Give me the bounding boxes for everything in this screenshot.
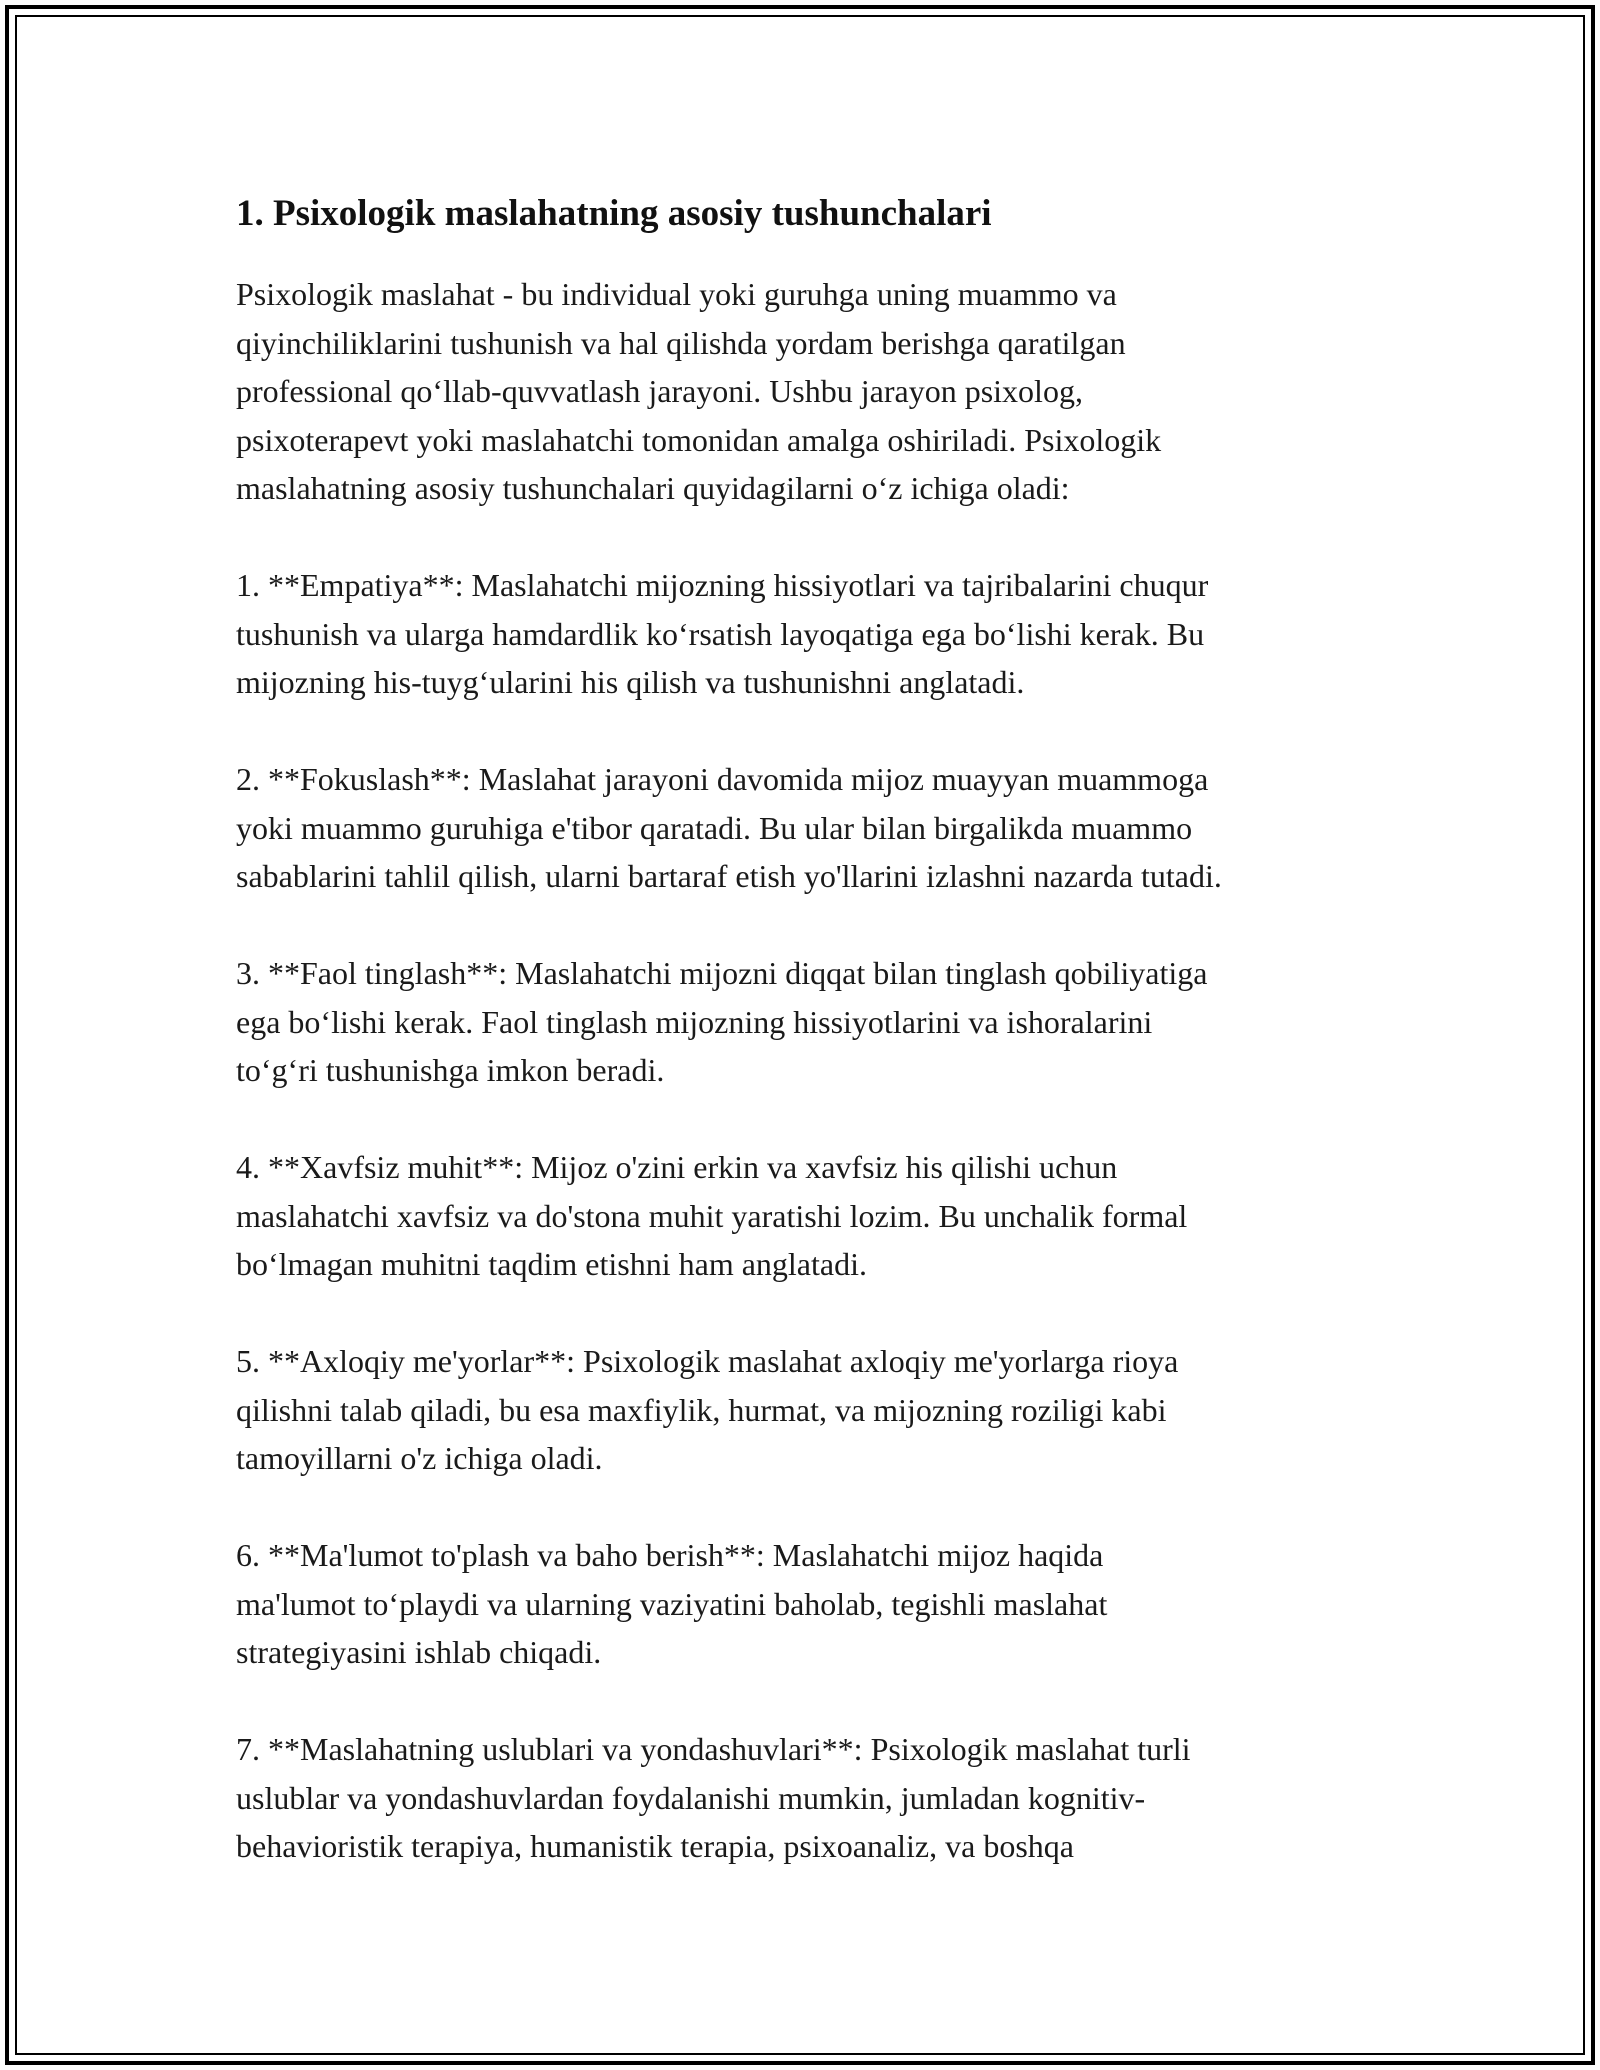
list-item-empatiya <box>236 561 1366 707</box>
text-line: maslahatning asosiy tushunchalari quyidagilarni o‘z ichiga oladi: <box>236 470 1070 506</box>
text-line: 5. **Axloqiy me'yorlar**: Psixologik maslahat axloqiy me'yorlarga rioya <box>236 1343 1179 1379</box>
list-item-faol-tinglash <box>236 949 1366 1095</box>
text-line: qilishni talab qiladi, bu esa maxfiylik, hurmat, va mijozning roziligi kabi <box>236 1391 1167 1428</box>
list-item-axloqiy-meyorlar <box>236 1337 1366 1483</box>
list-item-malumot-toplash <box>236 1531 1366 1677</box>
list-item-fokuslash <box>236 755 1366 901</box>
text-line: 4. **Xavfsiz muhit**: Mijoz o'zini erkin va xavfsiz his qilishi uchun <box>236 1149 1118 1185</box>
text-line: 3. **Faol tinglash**: Maslahatchi mijozni diqqat bilan tinglash qobiliyatiga <box>236 955 1208 991</box>
text-line: 6. **Ma'lumot to'plash va baho berish**: Maslahatchi mijoz haqida <box>236 1537 1104 1573</box>
text-line: 7. **Maslahatning uslublari va yondashuvlari**: Psixologik maslahat turli <box>236 1731 1191 1767</box>
list-item-xavfsiz-muhit <box>236 1143 1366 1289</box>
document-body <box>236 185 1366 1919</box>
text-line: qiyinchiliklarini tushunish va hal qilishda yordam berishga qaratilgan <box>236 324 1126 361</box>
text-line: mijozning his-tuyg‘ularini his qilish va tushunishni anglatadi. <box>236 664 1025 700</box>
section-heading: 1. Psixologik maslahatning asosiy tushunchalari <box>236 193 992 234</box>
text-line: ma'lumot to‘playdi va ularning vaziyatini baholab, tegishli maslahat <box>236 1585 1108 1622</box>
text-line: bo‘lmagan muhitni taqdim etishni ham anglatadi. <box>236 1246 867 1282</box>
text-line: 1. **Empatiya**: Maslahatchi mijozning hissiyotlari va tajribalarini chuqur <box>236 567 1209 603</box>
text-line: tushunish va ularga hamdardlik ko‘rsatish layoqatiga ega bo‘lishi kerak. Bu <box>236 615 1205 652</box>
text-line: strategiyasini ishlab chiqadi. <box>236 1634 602 1670</box>
text-line: sabablarini tahlil qilish, ularni bartaraf etish yo'llarini izlashni nazarda tutadi. <box>236 858 1222 894</box>
text-line: behavioristik terapiya, humanistik terapia, psixoanaliz, va boshqa <box>236 1828 1074 1864</box>
text-line: professional qo‘llab-quvvatlash jarayoni. Ushbu jarayon psixolog, <box>236 373 1083 409</box>
text-line: uslublar va yondashuvlardan foydalanishi mumkin, jumladan kognitiv- <box>236 1779 1146 1816</box>
text-line: psixoterapevt yoki maslahatchi tomonidan amalga oshiriladi. Psixologik <box>236 421 1162 458</box>
text-line: to‘g‘ri tushunishga imkon beradi. <box>236 1052 665 1088</box>
text-line: yoki muammo guruhiga e'tibor qaratadi. Bu ular bilan birgalikda muammo <box>236 809 1193 846</box>
text-line: maslahatchi xavfsiz va do'stona muhit yaratishi lozim. Bu unchalik formal <box>236 1197 1188 1234</box>
text-line: ega bo‘lishi kerak. Faol tinglash mijozning hissiyotlarini va ishoralarini <box>236 1003 1153 1040</box>
text-line: tamoyillarni o'z ichiga oladi. <box>236 1440 603 1476</box>
text-line: Psixologik maslahat - bu individual yoki guruhga uning muammo va <box>236 276 1117 312</box>
intro-paragraph <box>236 270 1366 513</box>
text-line: 2. **Fokuslash**: Maslahat jarayoni davomida mijoz muayyan muammoga <box>236 761 1209 797</box>
list-item-maslahat-uslublari <box>236 1725 1366 1871</box>
